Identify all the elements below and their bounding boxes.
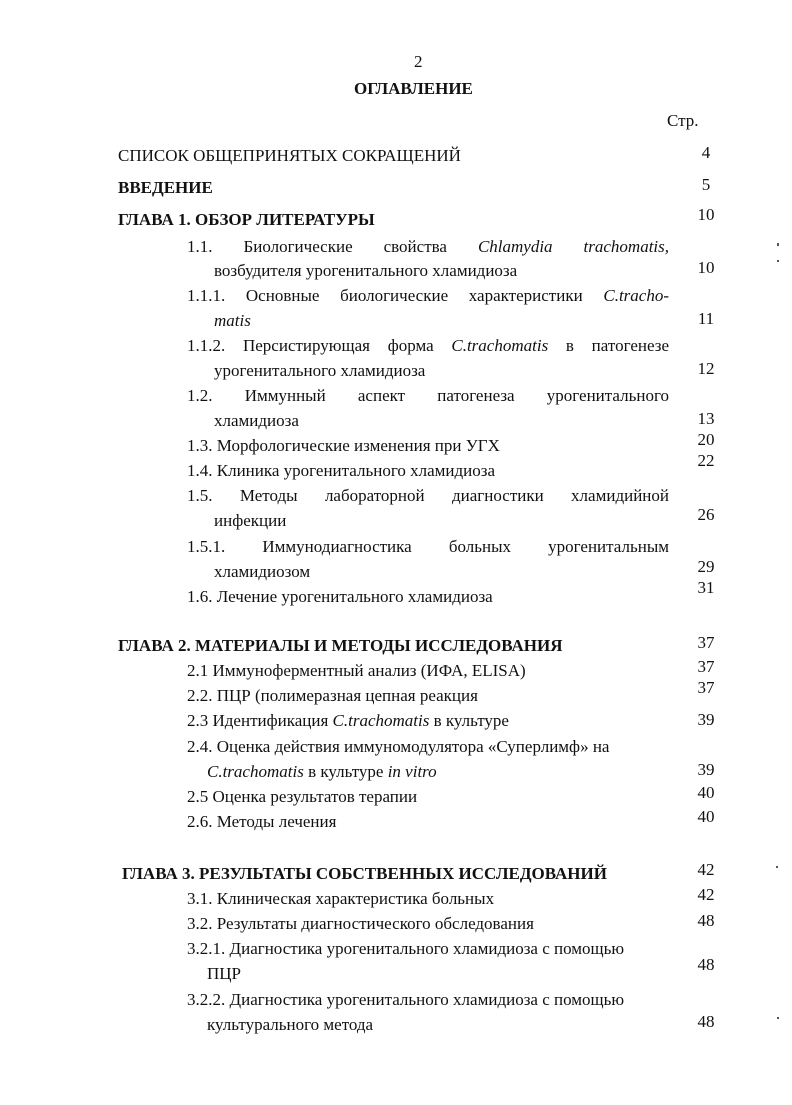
toc-section-1-5-line1: 1.5. Методы лабораторной диагностики хламидийной: [187, 486, 669, 505]
toc-page-number: 13: [697, 409, 715, 428]
toc-section-2-4-line1: 2.4. Оценка действия иммуномодулятора «Суперлимф» на: [187, 737, 610, 756]
toc-page-number: 48: [697, 955, 715, 974]
toc-section-3-2-1-line1: 3.2.1. Диагностика урогенитального хламидиоза с помощью: [187, 939, 625, 958]
toc-page-number: 39: [697, 760, 715, 779]
toc-abbreviations: СПИСОК ОБЩЕПРИНЯТЫХ СОКРАЩЕНИЙ: [118, 146, 461, 165]
toc-page-number: 26: [697, 505, 715, 524]
toc-chapter-3: ГЛАВА 3. РЕЗУЛЬТАТЫ СОБСТВЕННЫХ ИССЛЕДОВАНИЙ: [122, 864, 607, 883]
toc-page-number: 11: [697, 309, 715, 328]
toc-section-1-5-1-line2: хламидиозом: [214, 562, 311, 581]
toc-page-number: 10: [697, 205, 715, 224]
toc-section-1-1-2-line1: 1.1.2. Персистирующая форма C.trachomatis в патогенезе: [187, 336, 669, 355]
toc-section-3-1: 3.1. Клиническая характеристика больных: [187, 889, 495, 908]
toc-page-number: 42: [697, 860, 715, 879]
page-title: ОГЛАВЛЕНИЕ: [354, 79, 473, 98]
toc-page-number: 37: [697, 678, 715, 697]
toc-section-1-5-1-line1: 1.5.1. Иммунодиагностика больных урогенитальным: [187, 537, 669, 556]
toc-page-number: 42: [697, 885, 715, 904]
toc-section-3-2-1-line2: ПЦР: [207, 964, 242, 983]
toc-section-2-5: 2.5 Оценка результатов терапии: [187, 787, 418, 806]
toc-section-2-2: 2.2. ПЦР (полимеразная цепная реакция: [187, 686, 478, 705]
toc-section-2-6: 2.6. Методы лечения: [187, 812, 337, 831]
toc-chapter-1: ГЛАВА 1. ОБЗОР ЛИТЕРАТУРЫ: [118, 210, 375, 229]
toc-section-2-3: 2.3 Идентификация C.trachomatis в культуре: [187, 711, 509, 730]
toc-section-2-4-line2: C.trachomatis в культуре in vitro: [207, 762, 437, 781]
toc-page-number: 20: [697, 430, 715, 449]
toc-page-number: 37: [697, 657, 715, 676]
toc-introduction: ВВЕДЕНИЕ: [118, 178, 213, 197]
toc-page-number: 29: [697, 557, 715, 576]
toc-page-number: 40: [697, 807, 715, 826]
scan-artifact: [777, 243, 779, 246]
toc-section-1-2-line1: 1.2. Иммунный аспект патогенеза урогенитального: [187, 386, 669, 405]
toc-section-1-1-line2: возбудителя урогенитального хламидиоза: [214, 261, 518, 280]
scan-artifact: [777, 1017, 779, 1019]
page-number: 2: [414, 52, 423, 71]
toc-section-1-1-1-line2: matis: [214, 311, 251, 330]
toc-section-1-1-line1: 1.1. Биологические свойства Chlamydia trachomatis,: [187, 237, 670, 256]
toc-page-number: 37: [697, 633, 715, 652]
toc-page-number: 5: [701, 175, 711, 194]
toc-section-1-6: 1.6. Лечение урогенитального хламидиоза: [187, 587, 493, 606]
toc-page-number: 31: [697, 578, 715, 597]
scan-artifact: [777, 260, 779, 262]
toc-page-number: 48: [697, 911, 715, 930]
toc-section-2-1: 2.1 Иммуноферментный анализ (ИФА, ELISA): [187, 661, 526, 680]
toc-page-number: 22: [697, 451, 715, 470]
scan-artifact: [776, 866, 778, 868]
toc-page-number: 4: [701, 143, 711, 162]
toc-page-number: 48: [697, 1012, 715, 1031]
toc-section-1-3: 1.3. Морфологические изменения при УГХ: [187, 436, 500, 455]
toc-page-number: 10: [697, 258, 715, 277]
toc-page-number: 40: [697, 783, 715, 802]
toc-section-3-2-2-line2: культурального метода: [207, 1015, 374, 1034]
toc-section-3-2-2-line1: 3.2.2. Диагностика урогенитального хламидиоза с помощью: [187, 990, 625, 1009]
toc-section-1-1-1-line1: 1.1.1. Основные биологические характеристики C.tracho-: [187, 286, 670, 305]
toc-section-1-1-2-line2: урогенитального хламидиоза: [214, 361, 426, 380]
toc-section-1-2-line2: хламидиоза: [214, 411, 299, 430]
toc-section-1-5-line2: инфекции: [214, 511, 287, 530]
toc-chapter-2: ГЛАВА 2. МАТЕРИАЛЫ И МЕТОДЫ ИССЛЕДОВАНИЯ: [118, 636, 563, 655]
toc-section-1-4: 1.4. Клиника урогенитального хламидиоза: [187, 461, 496, 480]
toc-section-3-2: 3.2. Результаты диагностического обследования: [187, 914, 534, 933]
toc-page-number: 39: [697, 710, 715, 729]
page-column-header: Стр.: [667, 111, 699, 130]
toc-page-number: 12: [697, 359, 715, 378]
